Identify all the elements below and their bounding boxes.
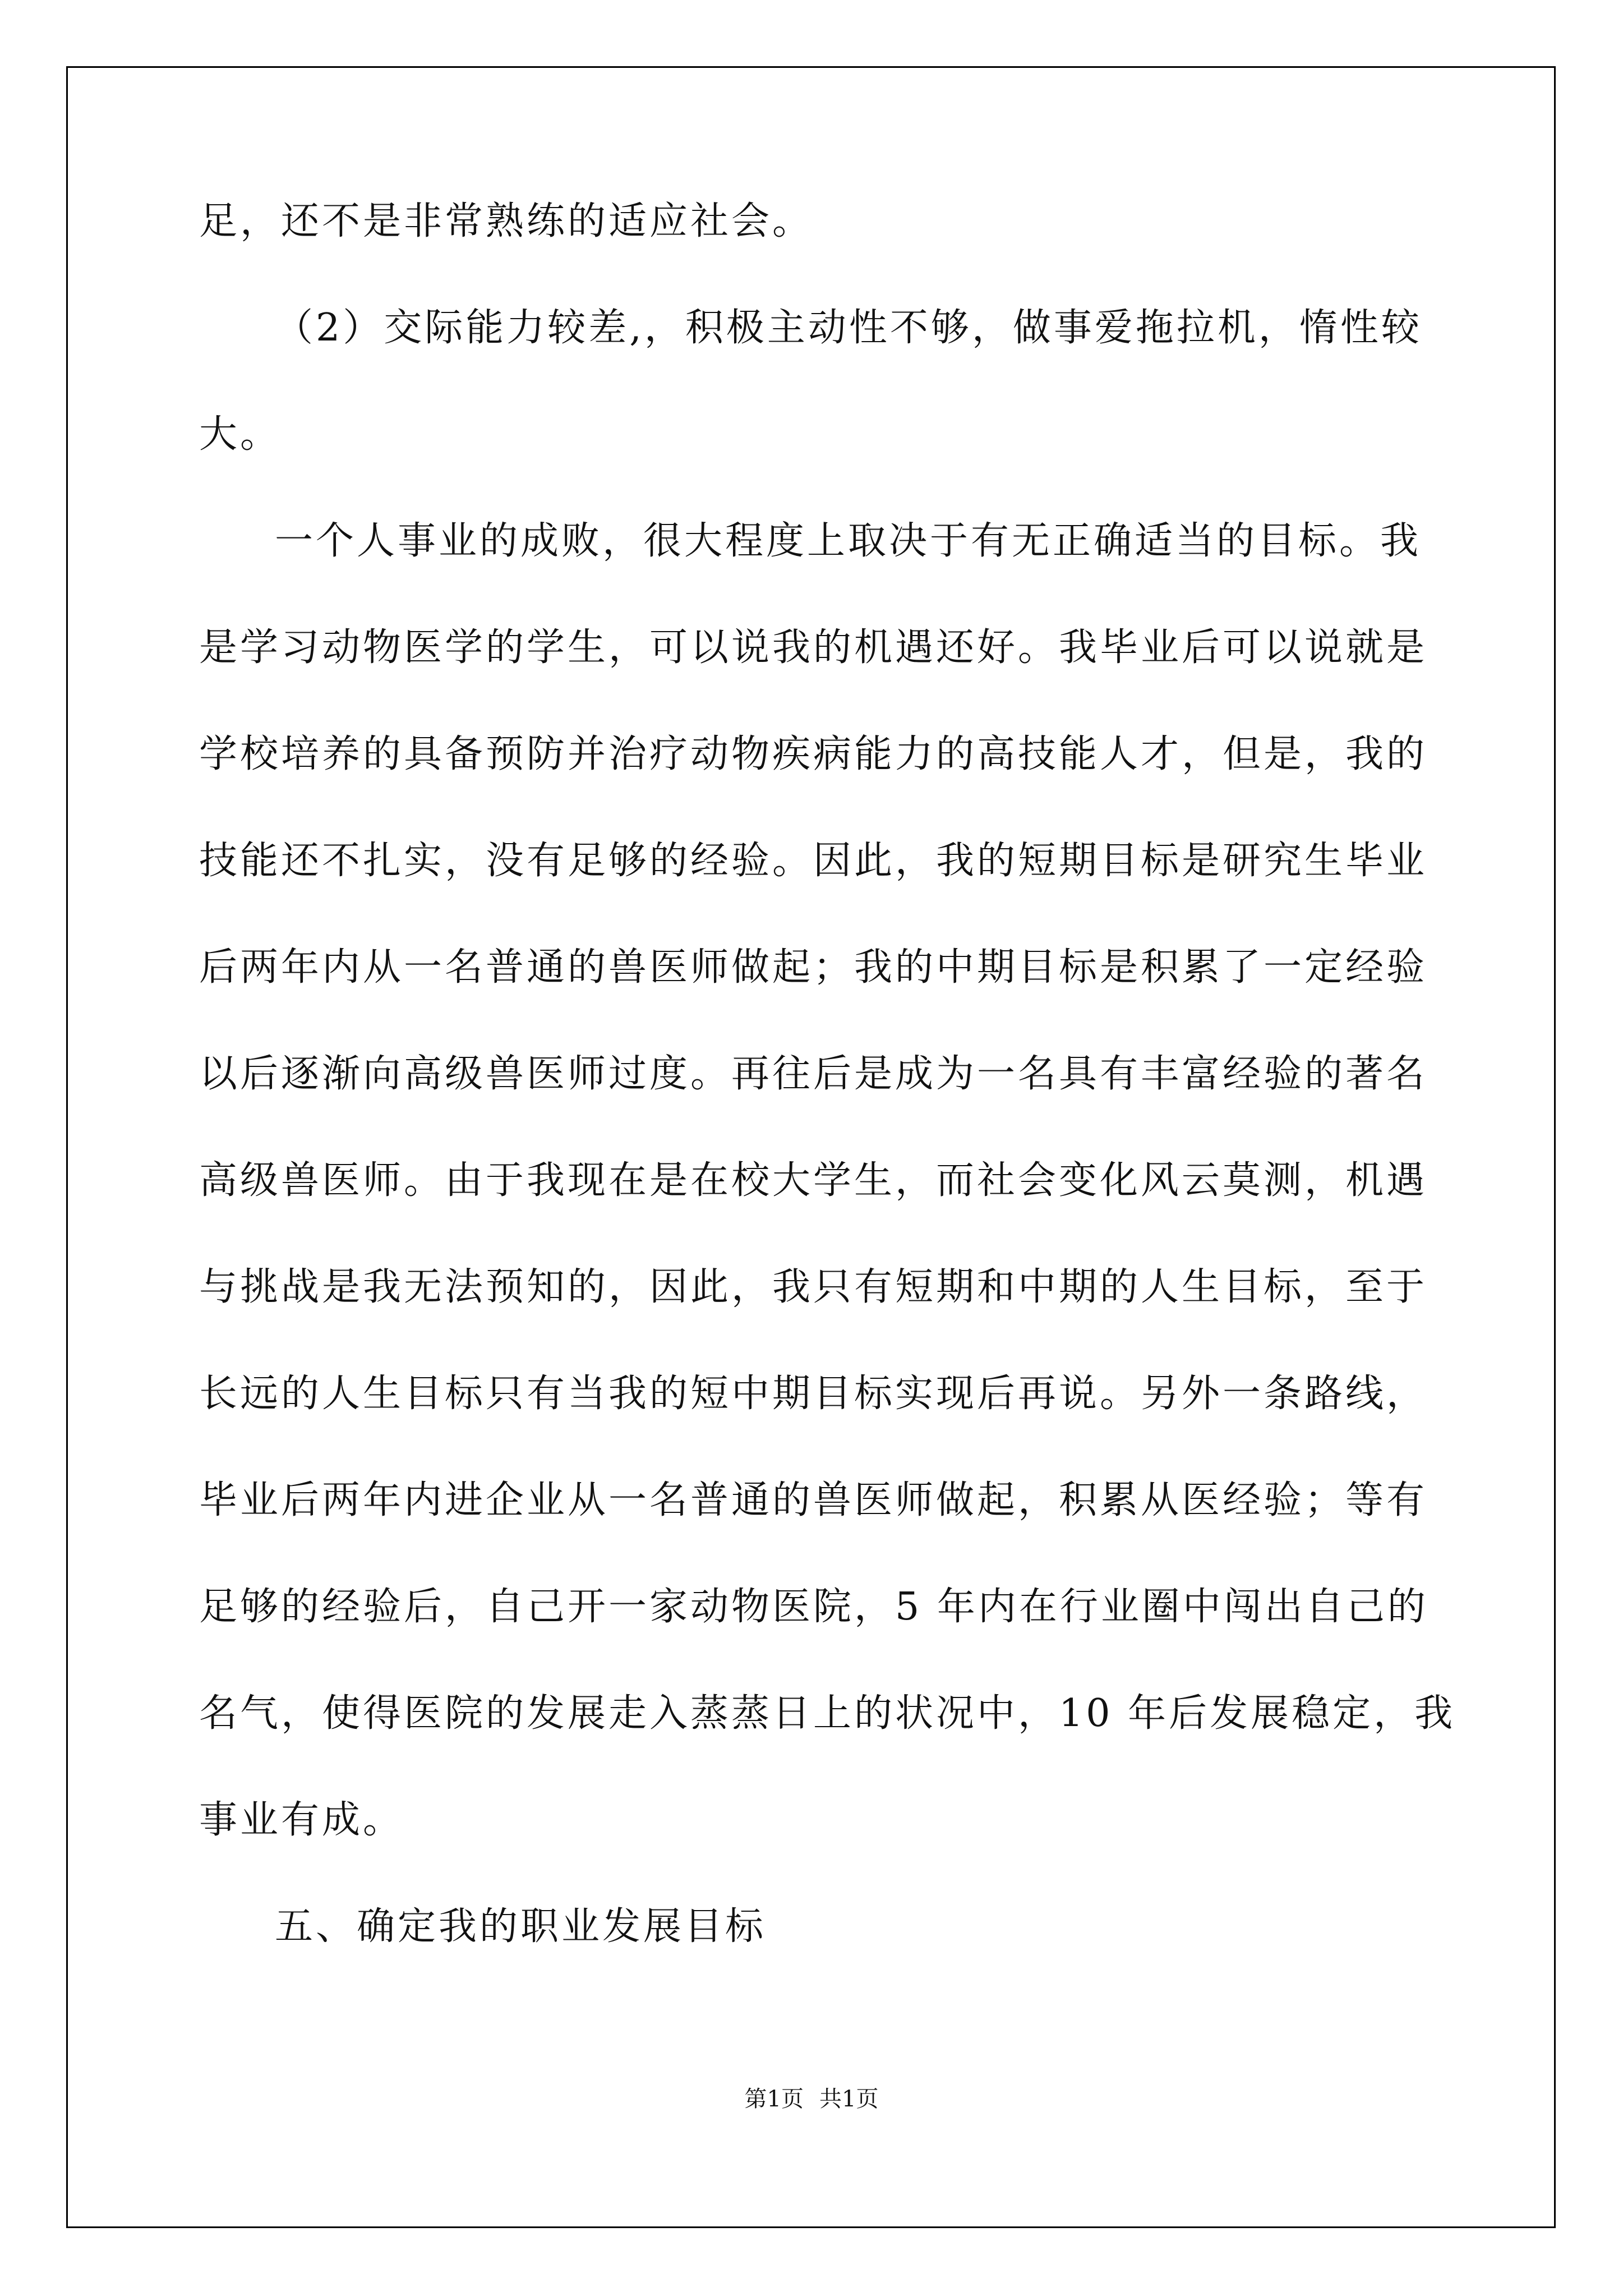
text-line: 一个人事业的成败，很大程度上取决于有无正确适当的目标。我 <box>275 519 1422 563</box>
text-line: 名气，使得医院的发展走入蒸蒸日上的状况中，10 年后发展稳定，我 <box>199 1691 1456 1736</box>
text-line: 高级兽医师。由于我现在是在校大学生，而社会变化风云莫测，机遇 <box>199 1158 1428 1203</box>
page-number: 第1页 <box>744 2086 804 2112</box>
text-line: 与挑战是我无法预知的，因此，我只有短期和中期的人生目标，至于 <box>199 1265 1428 1309</box>
page-total: 共1页 <box>819 2086 879 2112</box>
section-heading: 五、确定我的职业发展目标 <box>275 1904 767 1949</box>
text-line: 足够的经验后，自己开一家动物医院，5 年内在行业圈中闯出自己的 <box>199 1585 1428 1629</box>
text-line: 毕业后两年内进企业从一名普通的兽医师做起，积累从医经验；等有 <box>199 1478 1428 1522</box>
text-line: 足，还不是非常熟练的适应社会。 <box>199 199 814 243</box>
text-line: 学校培养的具备预防并治疗动物疾病能力的高技能人才，但是，我的 <box>199 732 1428 776</box>
text-line: 大。 <box>199 412 282 457</box>
text-line: 长远的人生目标只有当我的短中期目标实现后再说。另外一条路线， <box>199 1372 1428 1416</box>
text-line: 是学习动物医学的学生，可以说我的机遇还好。我毕业后可以说就是 <box>199 625 1428 670</box>
page-footer <box>0 2081 1623 2113</box>
text-line: （2）交际能力较差,，积极主动性不够，做事爱拖拉机，惰性较 <box>275 306 1422 350</box>
text-line: 以后逐渐向高级兽医师过度。再往后是成为一名具有丰富经验的著名 <box>199 1052 1428 1096</box>
text-line: 事业有成。 <box>199 1798 404 1842</box>
text-line: 后两年内从一名普通的兽医师做起；我的中期目标是积累了一定经验 <box>199 945 1428 990</box>
text-line: 技能还不扎实，没有足够的经验。因此，我的短期目标是研究生毕业 <box>199 839 1428 883</box>
